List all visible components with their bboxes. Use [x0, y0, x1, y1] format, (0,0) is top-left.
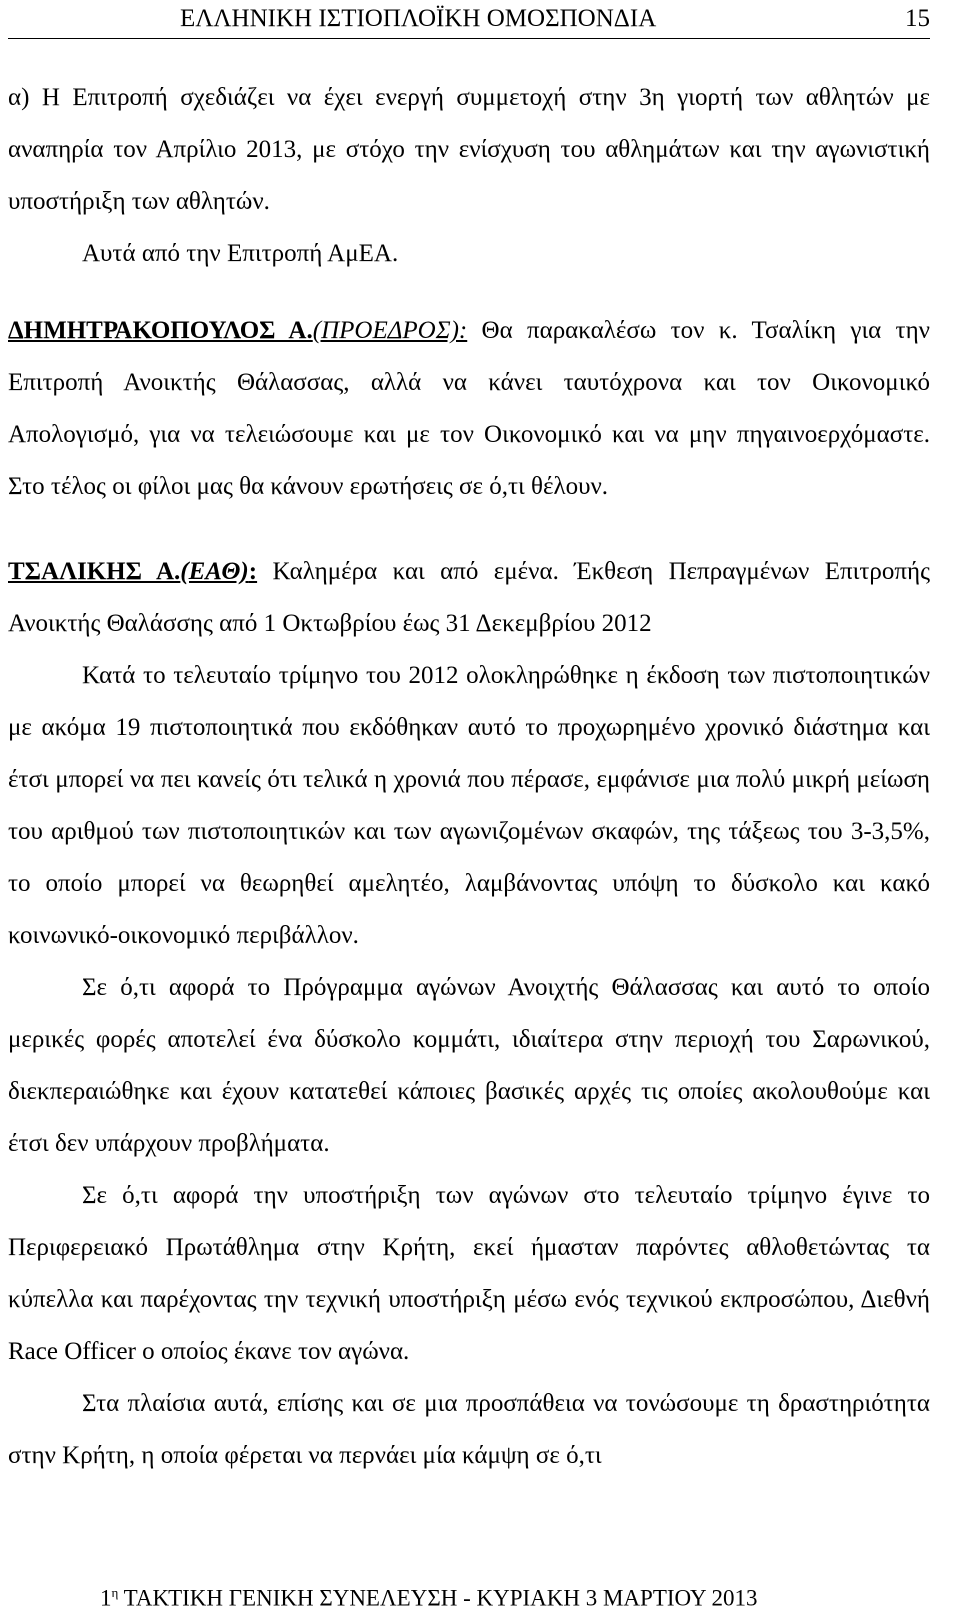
paragraph-4: Στα πλαίσια αυτά, επίσης και σε μια προσπάθεια να τονώσουμε τη δραστηριότητα στην Κρήτη, η οποία φέρεται να περνάει μία κάμψη σε ό,τι [8, 1390, 930, 1469]
speaker-block-1 [8, 305, 930, 513]
page-number: 15 [905, 5, 930, 32]
header-title: ΕΛΛΗΝΙΚΗ ΙΣΤΙΟΠΛΟΪΚΗ ΟΜΟΣΠΟΝΔΙΑ [180, 5, 657, 32]
paragraph-a: α) Η Επιτροπή σχεδιάζει να έχει ενεργή συμμετοχή στην 3η γιορτή των αθλητών με αναπηρία τον Απρίλιο 2013, με στόχο την ενίσχυση του αθλημάτων και την αγωνιστική υποστήριξη των αθλητών. [8, 84, 930, 215]
footer-text: ΤΑΚΤΙΚΗ ΓΕΝΙΚΗ ΣΥΝΕΛΕΥΣΗ - ΚΥΡΙΑΚΗ 3 ΜΑΡΤΙΟΥ 2013 [118, 1585, 758, 1611]
speaker-role: (ΕΑΘ) [180, 558, 249, 585]
paragraph-1: Κατά το τελευταίο τρίμηνο του 2012 ολοκληρώθηκε η έκδοση των πιστοποιητικών με ακόμα 19 πιστοποιητικά που εκδόθηκαν αυτό το προχωρημένο χρονικό διάστημα και έτσι μπορεί να πει κανείς ότι τελικά η χρονιά που πέρασε, εμφάνισε μια πολύ μικρή μείωση του αριθμού των πιστοποιητικών και των αγωνιζομένων σκαφών, της τάξεως του 3-3,5%, το οποίο μπορεί να θεωρηθεί αμελητέο, λαμβάνοντας υπόψη το δύσκολο και κακό κοινωνικό-οικονομικό περιβάλλον. [8, 662, 930, 949]
speaker-block-2 [8, 546, 930, 650]
footer-ordinal-suffix: η [111, 1585, 119, 1600]
speaker-text: Θα παρακαλέσω τον κ. Τσαλίκη για την Επιτροπή Ανοικτής Θάλασσας, αλλά να κάνει ταυτόχρονα και τον Οικονομικό Απολογισμό, για να τελειώσουμε και με τον Οικονομικό και να μην πηγαινοερχόμαστε. Στο τέλος οι φίλοι μας θα κάνουν ερωτήσεις σε ό,τι θέλουν. [8, 317, 930, 500]
speaker-colon: : [248, 558, 258, 585]
speaker-name: ΤΣΑΛΙΚΗΣ Α. [8, 558, 181, 585]
page-footer [100, 1577, 860, 1615]
speaker-text: Καλημέρα και από εμένα. Έκθεση Πεπραγμένων Επιτροπής Ανοικτής Θαλάσσης από 1 Οκτωβρίου έως 31 Δεκεμβρίου 2012 [8, 558, 930, 637]
document-body [8, 72, 930, 1482]
page-header [8, 0, 930, 39]
paragraph-2: Σε ό,τι αφορά το Πρόγραμμα αγώνων Ανοιχτής Θάλασσας και αυτό το οποίο μερικές φορές αποτελεί ένα δύσκολο κομμάτι, ιδιαίτερα στην περιοχή του Σαρωνικού, διεκπεραιώθηκε και έχουν κατατεθεί κάποιες βασικές αρχές τις οποίες ακολουθούμε και έτσι δεν υπάρχουν προβλήματα. [8, 974, 930, 1157]
signoff-line: Αυτά από την Επιτροπή ΑμΕΑ. [82, 240, 399, 267]
paragraph-3: Σε ό,τι αφορά την υποστήριξη των αγώνων στο τελευταίο τρίμηνο έγινε το Περιφερειακό Πρωτάθλημα στην Κρήτη, εκεί ήμασταν παρόντες αθλοθετώντας τα κύπελλα και παρέχοντας την τεχνική υποστήριξη μέσω ενός τεχνικού εκπροσώπου, Διεθνή Race Officer ο οποίος έκανε τον αγώνα. [8, 1182, 930, 1365]
footer-ordinal: 1 [100, 1585, 112, 1611]
speaker-name: ΔΗΜΗΤΡΑΚΟΠΟΥΛΟΣ Α. [8, 317, 313, 344]
speaker-role: (ΠΡΟΕΔΡΟΣ): [312, 317, 468, 344]
